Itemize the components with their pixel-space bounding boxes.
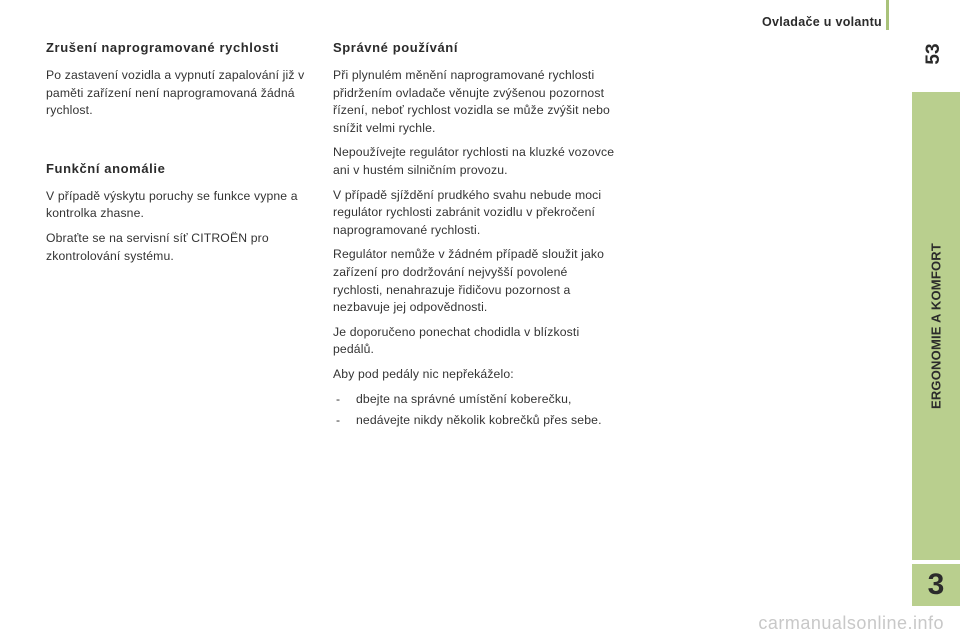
paragraph: Po zastavení vozidla a vypnutí zapalování již v paměti zařízení není naprogramovaná žádná rychlost. xyxy=(46,68,305,118)
paragraph: Při plynulém měnění naprogramované rychlosti přidržením ovladače věnujte zvýšenou pozornost řízení, neboť rychlost vozidla se může zvýšit nebo snížit velmi rychle. xyxy=(333,68,610,135)
paragraph: Aby pod pedály nic nepřekáželo: xyxy=(333,366,514,381)
header-title: Ovladače u volantu xyxy=(761,15,882,29)
dash-list xyxy=(333,391,618,430)
left-column xyxy=(46,40,314,272)
paragraph: Regulátor nemůže v žádném případě sloužit jako zařízení pro dodržování nejvyšší povolené rychlosti, nenahrazuje řidičovu pozornost a nezbavuje jej odpovědnosti. xyxy=(333,247,605,315)
chapter-number: 3 xyxy=(927,568,945,601)
right-column xyxy=(333,40,618,434)
paragraph: Nepoužívejte regulátor rychlosti na kluzké vozovce ani v hustém silničním provozu. xyxy=(333,145,615,177)
section-heading-speed-cancel: Zrušení naprogramované rychlosti xyxy=(46,40,280,55)
section-heading-proper-use: Správné používání xyxy=(333,40,459,55)
watermark: carmanualsonline.info xyxy=(758,613,944,633)
header-rule xyxy=(886,0,889,30)
page-number: 53 xyxy=(923,43,944,65)
list-item xyxy=(333,391,618,409)
paragraph: Obraťte se na servisní síť CITROËN pro zkontrolování systému. xyxy=(46,230,269,263)
list-bullet: - xyxy=(336,413,341,428)
list-item-text: dbejte na správné umístění koberečku, xyxy=(356,391,572,406)
side-tab-label: ERGONOMIE A KOMFORT xyxy=(928,242,944,410)
paragraph: V případě sjíždění prudkého svahu nebude moci regulátor rychlosti zabránit vozidlu v překročení naprogramované rychlosti. xyxy=(333,187,602,237)
paragraph: V případě výskytu poruchy se funkce vypne a kontrolka zhasne. xyxy=(46,188,298,221)
list-bullet: - xyxy=(336,391,341,406)
chapter-box xyxy=(912,564,960,606)
list-item xyxy=(333,412,618,430)
paragraph: Je doporučeno ponechat chodidla v blízkosti pedálů. xyxy=(333,324,580,357)
section-heading-malfunction: Funkční anomálie xyxy=(46,160,166,176)
list-item-text: nedávejte nikdy několik kobrečků přes sebe. xyxy=(356,413,602,428)
